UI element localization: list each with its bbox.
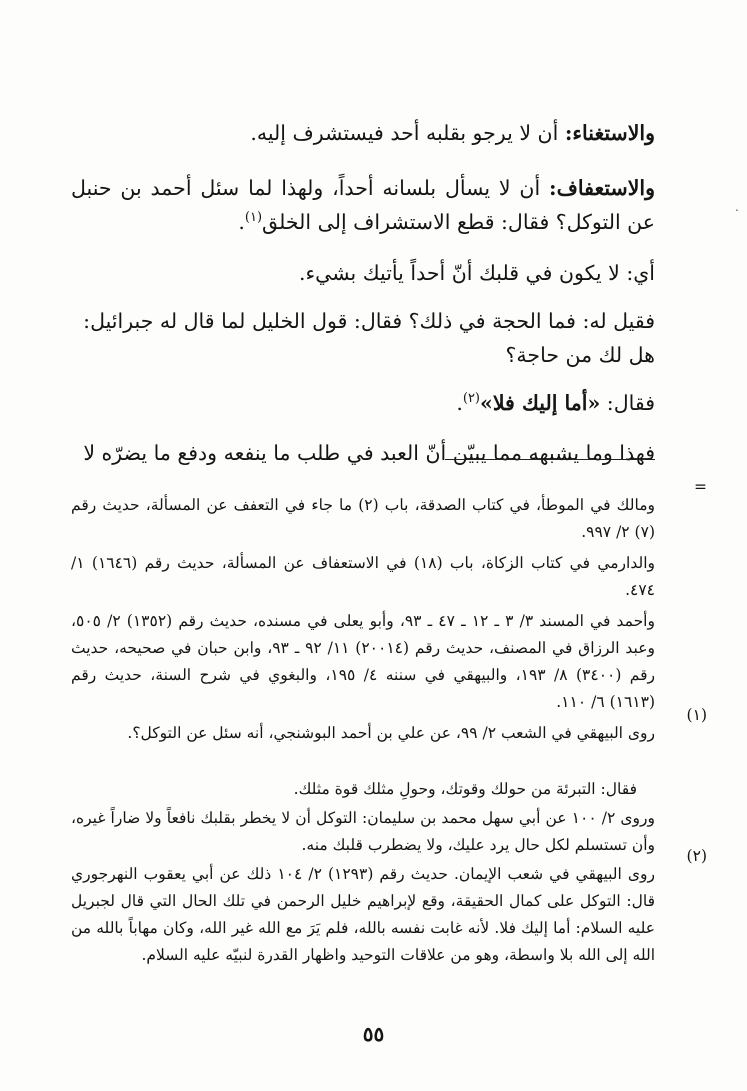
paragraph-istiaf-end: . <box>238 209 245 234</box>
term-istiaf: والاستعفاف: <box>549 175 655 200</box>
continuation-mark: = <box>694 478 707 496</box>
footnote-ref-1[interactable]: (١) <box>244 209 263 225</box>
margin-mark: . <box>735 200 739 214</box>
quote-ama-ilayka: «أما إليك فلا» <box>480 390 601 415</box>
paragraph-istiaf-text: أن لا يسأل بلسانه أحداً، ولهذا لما سئل أحمد بن حنبل عن التوكل؟ فقال: قطع الاستشراف إلى الخلق <box>71 175 655 234</box>
footnote-2-text: روى البيهقي في شعب الإيمان. حديث رقم (١٢٩٣) ٢/ ١٠٤ ذلك عن أبي يعقوب النهرجوري قال: التوكل على كمال الحقيقة، وقع لإبراهيم خليل الرحمن في تلك الحال التي قال لجبريل عليه السلام: أما إليك فلا. لأنه غابت نفسه بالله، فلم يَرَ مع الله غير الله، وكان مهاباً بالله من الله إلى الله بلا واسطة، وهو من علاقات التوحيد واظهار القدرة لنبيّه عليه السلام. <box>71 864 655 964</box>
footnote-continuation-darimi: والدارمي في كتاب الزكاة، باب (١٨) في الاستعفاف عن المسألة، حديث رقم (١٦٤٦) ١/ ٤٧٤. <box>71 553 655 599</box>
paragraph-istighna-text: أن لا يرجو بقلبه أحد فيستشرف إليه. <box>250 120 565 145</box>
term-istighna: والاستغناء: <box>564 120 655 145</box>
footnote-ref-2[interactable]: (٢) <box>462 390 480 406</box>
footnote-1-mark: (١) <box>686 706 707 724</box>
page-number: ٥٥ <box>362 1022 385 1046</box>
paragraph-explanation: أي: لا يكون في قلبك أنّ أحداً يأتيك بشيء. <box>298 260 655 285</box>
paragraph-istighna <box>75 116 655 150</box>
footnote-continuation-ahmad: وأحمد في المسند ٣/ ٣ ـ ١٢ ـ ٤٧ ـ ٩٣، وأبو يعلى في مسنده، حديث رقم (١٣٥٢) ٢/ ٥٠٥، وعبد الرزاق في المصنف، حديث رقم (٢٠٠١٤) ١١/ ٩٢ ـ ٩٣، وابن حبان في صحيحه، حديث رقم (٣٤٠٠) ٨/ ١٩٣، والبيهقي في سننه ٤/ ١٩٥، والبغوي في شرح السنة، حديث رقم (١٦١٣) ٦/ ١١٠. <box>71 611 656 711</box>
footnote-1-quote: فقال: التبرئة من حولك وقوتك، وحولِ مثلك قوة مثلك. <box>293 779 637 798</box>
footnote-1-more: وروى ٢/ ١٠٠ عن أبي سهل محمد بن سليمان: التوكل أن لا يخطر بقلبك نافعاً ولا ضاراً غيره، وأن تستسلم لكل حال يرد عليك، ولا يضطرب قلبك منه. <box>71 808 656 854</box>
footnote-separator <box>445 459 655 460</box>
paragraph-conclusion: فهذا وما يشبهه مما يبيّن أنّ العبد في طلب ما ينفعه ودفع ما يضرّه لا <box>83 440 655 465</box>
paragraph-istiaf <box>71 171 655 239</box>
paragraph-answer-start: فقال: <box>600 390 655 415</box>
footnote-2-mark: (٢) <box>686 847 707 865</box>
paragraph-question: فقيل له: فما الحجة في ذلك؟ فقال: قول الخليل لما قال له جبرائيل: هل لك من حاجة؟ <box>83 308 655 367</box>
footnote-continuation-malik: ومالك في الموطأ، في كتاب الصدقة، باب (٢) ما جاء في التعفف عن المسألة، حديث رقم (٧) ٢/ ٩٩٧. <box>71 495 655 541</box>
paragraph-answer <box>75 386 655 420</box>
paragraph-answer-end: . <box>456 390 463 415</box>
footnote-1-text: روى البيهقي في الشعب ٢/ ٩٩، عن علي بن أحمد البوشنجي، أنه سئل عن التوكل؟. <box>127 723 655 742</box>
